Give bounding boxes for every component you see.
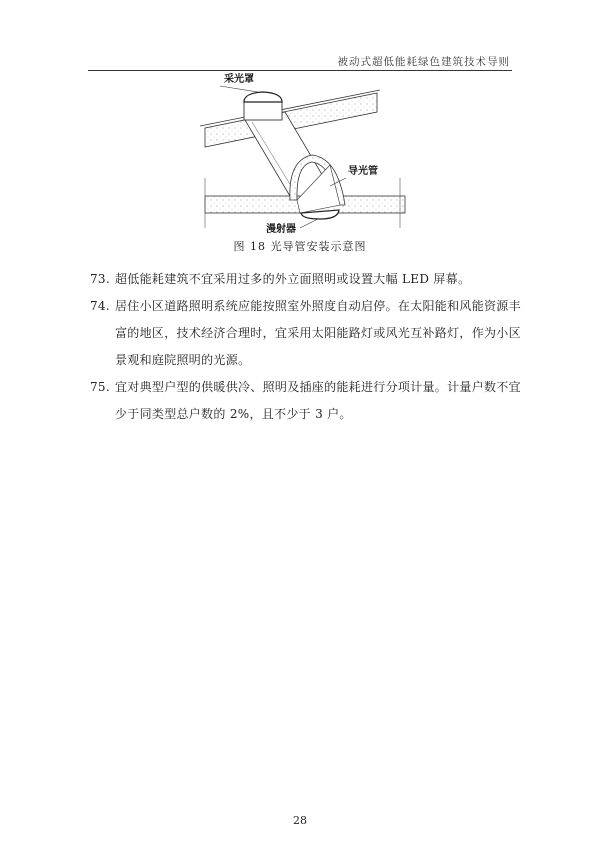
label-light-tube: 导光管	[348, 166, 378, 177]
skylight-base	[244, 100, 282, 120]
item-text: 超低能耗建筑不宜采用过多的外立面照明或设置大幅 LED 屏幕。	[115, 272, 471, 286]
skylight-dome	[244, 92, 282, 102]
list-item	[90, 374, 522, 428]
label-light-cover: 采光罩	[224, 74, 254, 85]
light-tube-diagram	[0, 0, 600, 238]
item-number: 74.	[90, 299, 110, 313]
item-list	[90, 266, 522, 428]
running-header: 被动式超低能耗绿色建筑技术导则	[337, 56, 510, 68]
figure-caption: 图 18 光导管安装示意图	[233, 240, 367, 253]
item-text: 居住小区道路照明系统应能按照室外照度自动启停。在太阳能和风能资源丰富的地区，技术经济合理时，宜采用太阳能路灯或风光互补路灯，作为小区景观和庭院照明的光源。	[115, 299, 521, 367]
label-diffuser: 漫射器	[266, 224, 296, 235]
item-number: 73.	[90, 272, 110, 286]
list-item	[90, 293, 522, 374]
page-number: 28	[293, 814, 307, 827]
list-item	[90, 266, 522, 293]
item-text: 宜对典型户型的供暖供冷、照明及插座的能耗进行分项计量。计量户数不宜少于同类型总户数的 2%，且不少于 3 户。	[115, 380, 521, 421]
item-number: 75.	[90, 380, 110, 394]
